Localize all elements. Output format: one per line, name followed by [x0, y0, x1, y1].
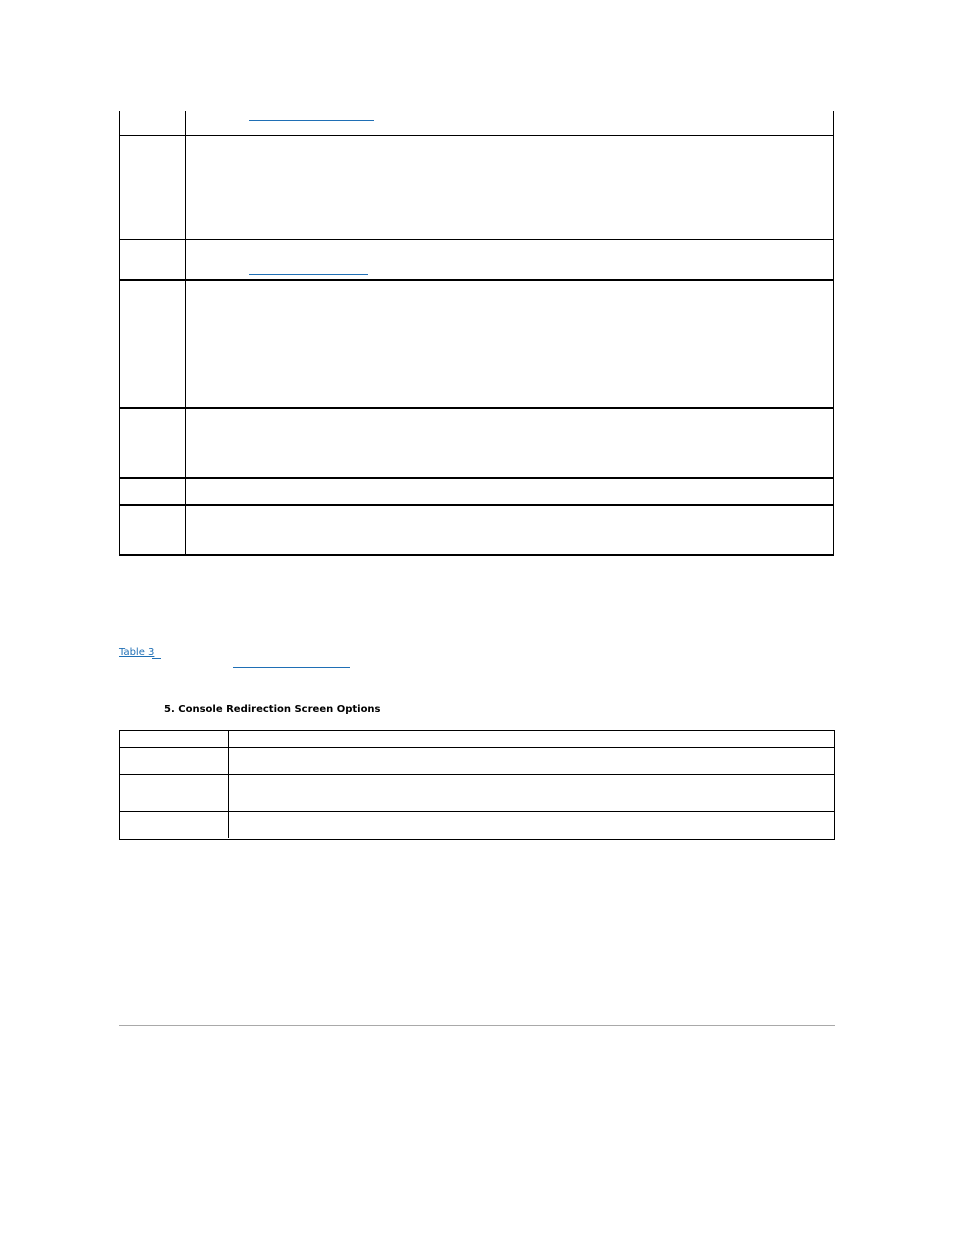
table-header-row	[120, 731, 834, 748]
console-redirection-options-table	[119, 730, 835, 840]
table-row	[120, 775, 834, 812]
table-row	[187, 111, 831, 135]
row-divider	[119, 239, 834, 240]
table-row	[187, 409, 831, 475]
upper-settings-table	[119, 111, 834, 555]
table-row	[121, 111, 183, 135]
table-row	[187, 479, 831, 503]
table-row	[187, 506, 831, 552]
footer-divider	[119, 1025, 835, 1026]
table-row	[120, 748, 834, 775]
table-border-left	[119, 111, 120, 555]
table-row	[187, 281, 831, 405]
table-column-divider	[185, 111, 186, 555]
cross-reference-link[interactable]	[249, 120, 374, 121]
table-border-bottom	[119, 554, 834, 556]
table-row	[120, 812, 834, 838]
table-row	[187, 241, 831, 277]
table-border-right	[833, 111, 834, 555]
cross-reference-link[interactable]	[249, 274, 368, 275]
table-3-link[interactable]: Table 3	[119, 647, 155, 658]
row-divider	[119, 135, 834, 136]
link-underline	[152, 658, 161, 659]
table-row	[187, 137, 831, 237]
cross-reference-link[interactable]	[233, 667, 350, 668]
section-heading: 5. Console Redirection Screen Options	[164, 704, 381, 715]
